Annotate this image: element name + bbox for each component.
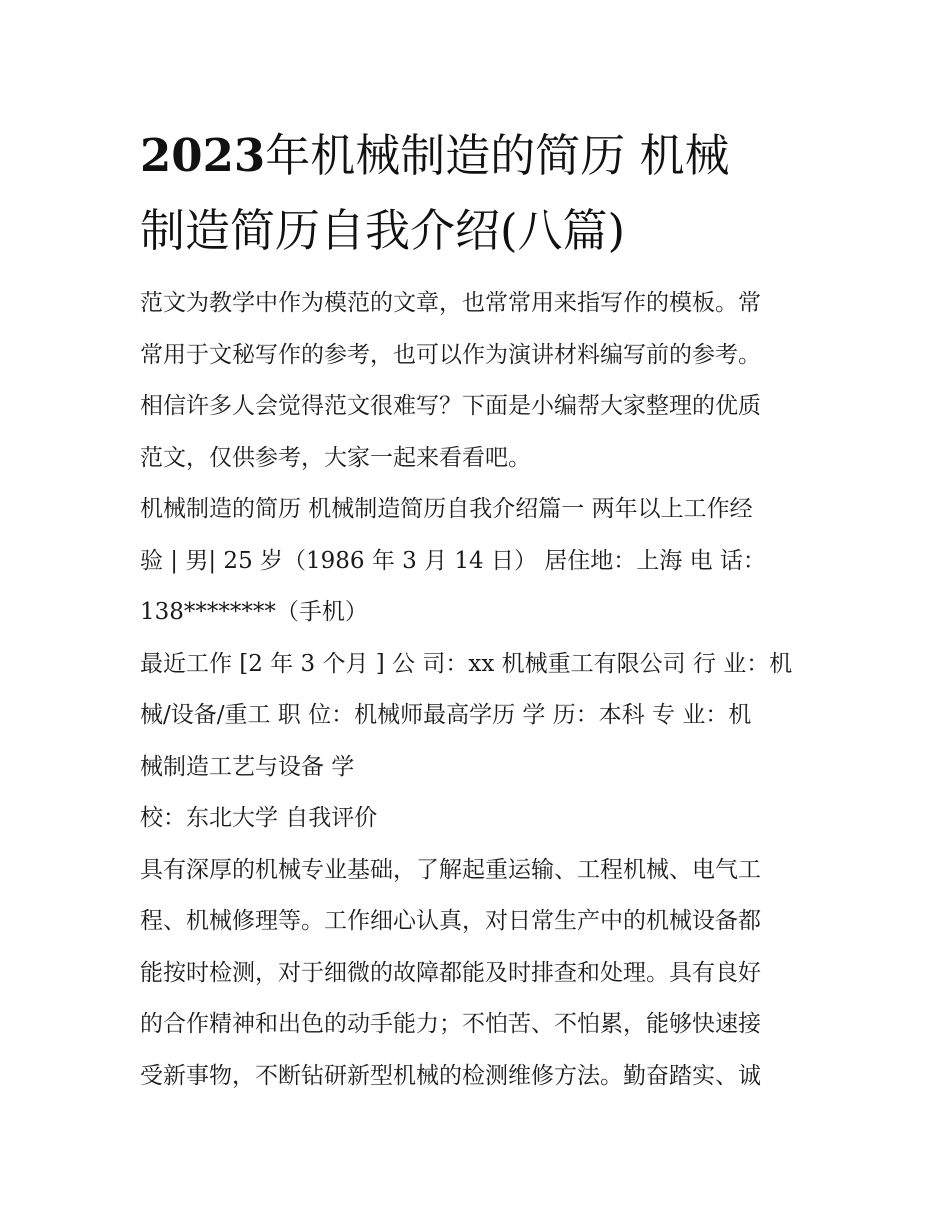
body-line: 验 | 男| 25 岁（1986 年 3 月 14 日） 居住地：上海 电 话：	[140, 547, 766, 574]
body-line: 械/设备/重工 职 位：机械师最高学历 学 历：本科 专 业：机	[140, 702, 752, 728]
body-line: 校：东北大学 自我评价	[140, 805, 378, 831]
title-text: 制造简历自我介绍(八篇)	[140, 204, 626, 257]
title-line-2	[140, 193, 820, 268]
body-line: 138********（手机）	[140, 599, 368, 625]
document-title	[140, 118, 820, 268]
body-line: 具有深厚的机械专业基础，了解起重运输、工程机械、电气工	[140, 856, 761, 883]
body-line: 最近工作 [2 年 3 个月 ] 公 司：xx 机械重工有限公司 行 业：机	[140, 650, 793, 677]
body-line: 机械制造的简历 机械制造简历自我介绍篇一 两年以上工作经	[140, 496, 753, 522]
body-line: 受新事物，不断钻研新型机械的检测维修方法。勤奋踏实、诚	[140, 1062, 761, 1089]
body-line: 械制造工艺与设备 学	[140, 753, 355, 780]
title-line-1	[140, 118, 820, 193]
body-line: 能按时检测，对于细微的故障都能及时排查和处理。具有良好	[140, 959, 761, 986]
body-line: 常用于文秘写作的参考，也可以作为演讲材料编写前的参考。	[140, 341, 761, 368]
title-text: 年机械制造的简历 机械	[265, 129, 730, 182]
body-line: 范文，仅供参考，大家一起来看看吧。	[140, 444, 531, 471]
body-line: 程、机械修理等。工作细心认真，对日常生产中的机械设备都	[140, 908, 761, 934]
title-year: 2023	[140, 129, 266, 182]
document-body	[140, 278, 820, 1102]
body-line: 的合作精神和出色的动手能力；不怕苦、不怕累，能够快速接	[140, 1011, 761, 1037]
body-line: 相信许多人会觉得范文很难写？下面是小编帮大家整理的优质	[140, 393, 761, 419]
body-line: 范文为教学中作为模范的文章，也常常用来指写作的模板。常	[140, 290, 761, 316]
